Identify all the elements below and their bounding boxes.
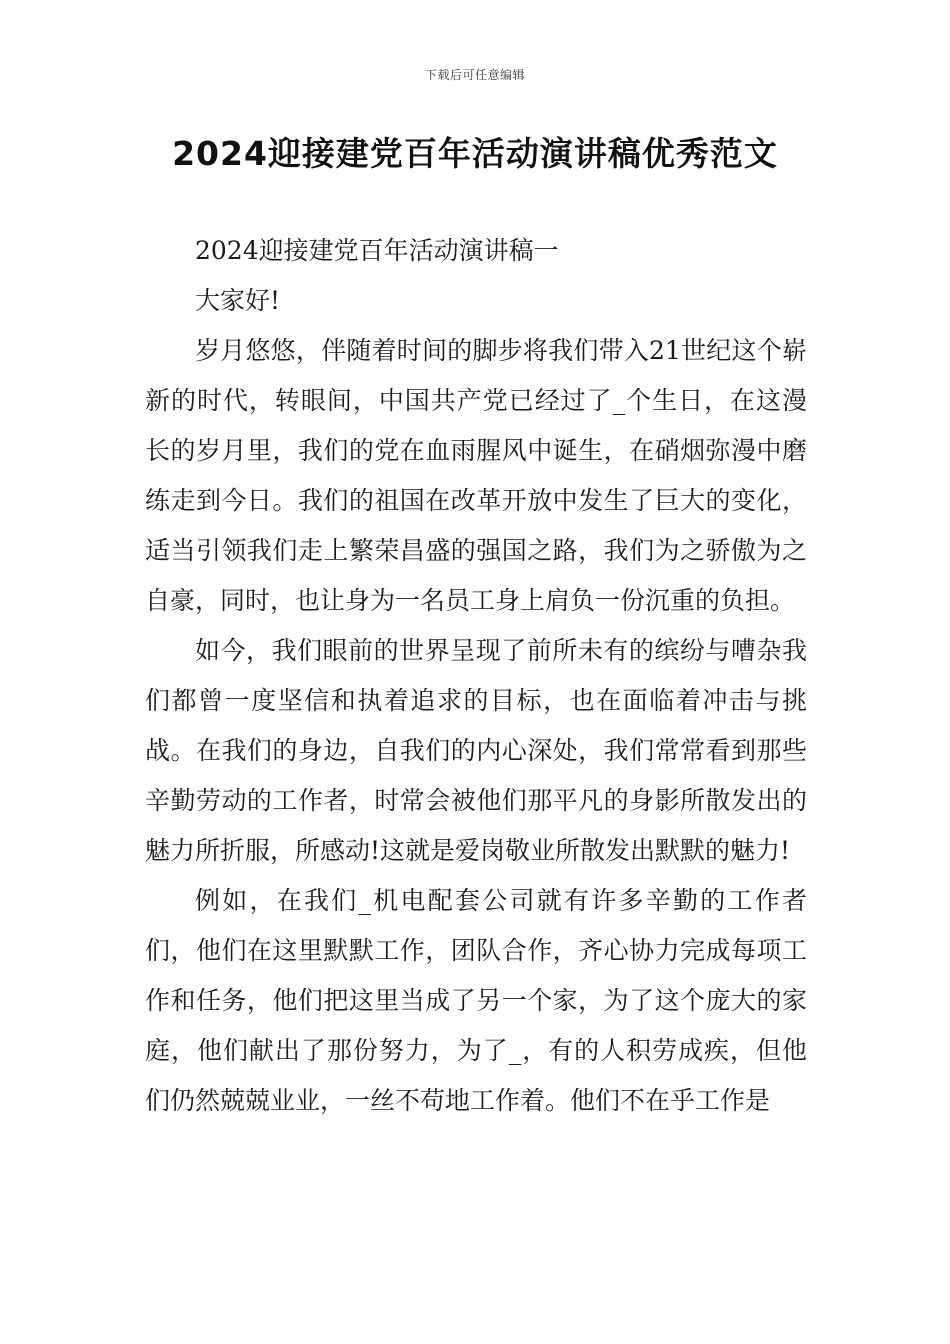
body-paragraph-2: 如今，我们眼前的世界呈现了前所未有的缤纷与嘈杂我们都曾一度坚信和执着追求的目标，也在面临着冲击与挑战。在我们的身边，自我们的内心深处，我们常常看到那些辛勤劳动的工作者，时常会被他们那平凡的身影所散发出的魅力所折服，所感动!这就是爱岗敬业所散发出默默的魅力! — [145, 636, 807, 865]
page-header-note: 下载后可任意编辑 — [424, 68, 525, 82]
document-title: 2024迎接建党百年活动演讲稿优秀范文 — [172, 134, 778, 173]
document-body — [145, 226, 807, 1126]
body-paragraph-3: 例如，在我们_机电配套公司就有许多辛勤的工作者们，他们在这里默默工作，团队合作，齐心协力完成每项工作和任务，他们把这里当成了另一个家，为了这个庞大的家庭，他们献出了那份努力，为了_，有的人积劳成疾，但他们仍然兢兢业业，一丝不苟地工作着。他们不在乎工作是 — [145, 886, 807, 1115]
section-heading: 2024迎接建党百年活动演讲稿一 — [195, 236, 559, 265]
greeting-paragraph: 大家好! — [195, 286, 281, 315]
body-paragraph-1: 岁月悠悠，伴随着时间的脚步将我们带入21世纪这个崭新的时代，转眼间，中国共产党已经过了_个生日，在这漫长的岁月里，我们的党在血雨腥风中诞生，在硝烟弥漫中磨练走到今日。我们的祖国在改革开放中发生了巨大的变化，适当引领我们走上繁荣昌盛的强国之路，我们为之骄傲为之自豪，同时，也让身为一名员工身上肩负一份沉重的负担。 — [145, 336, 807, 615]
